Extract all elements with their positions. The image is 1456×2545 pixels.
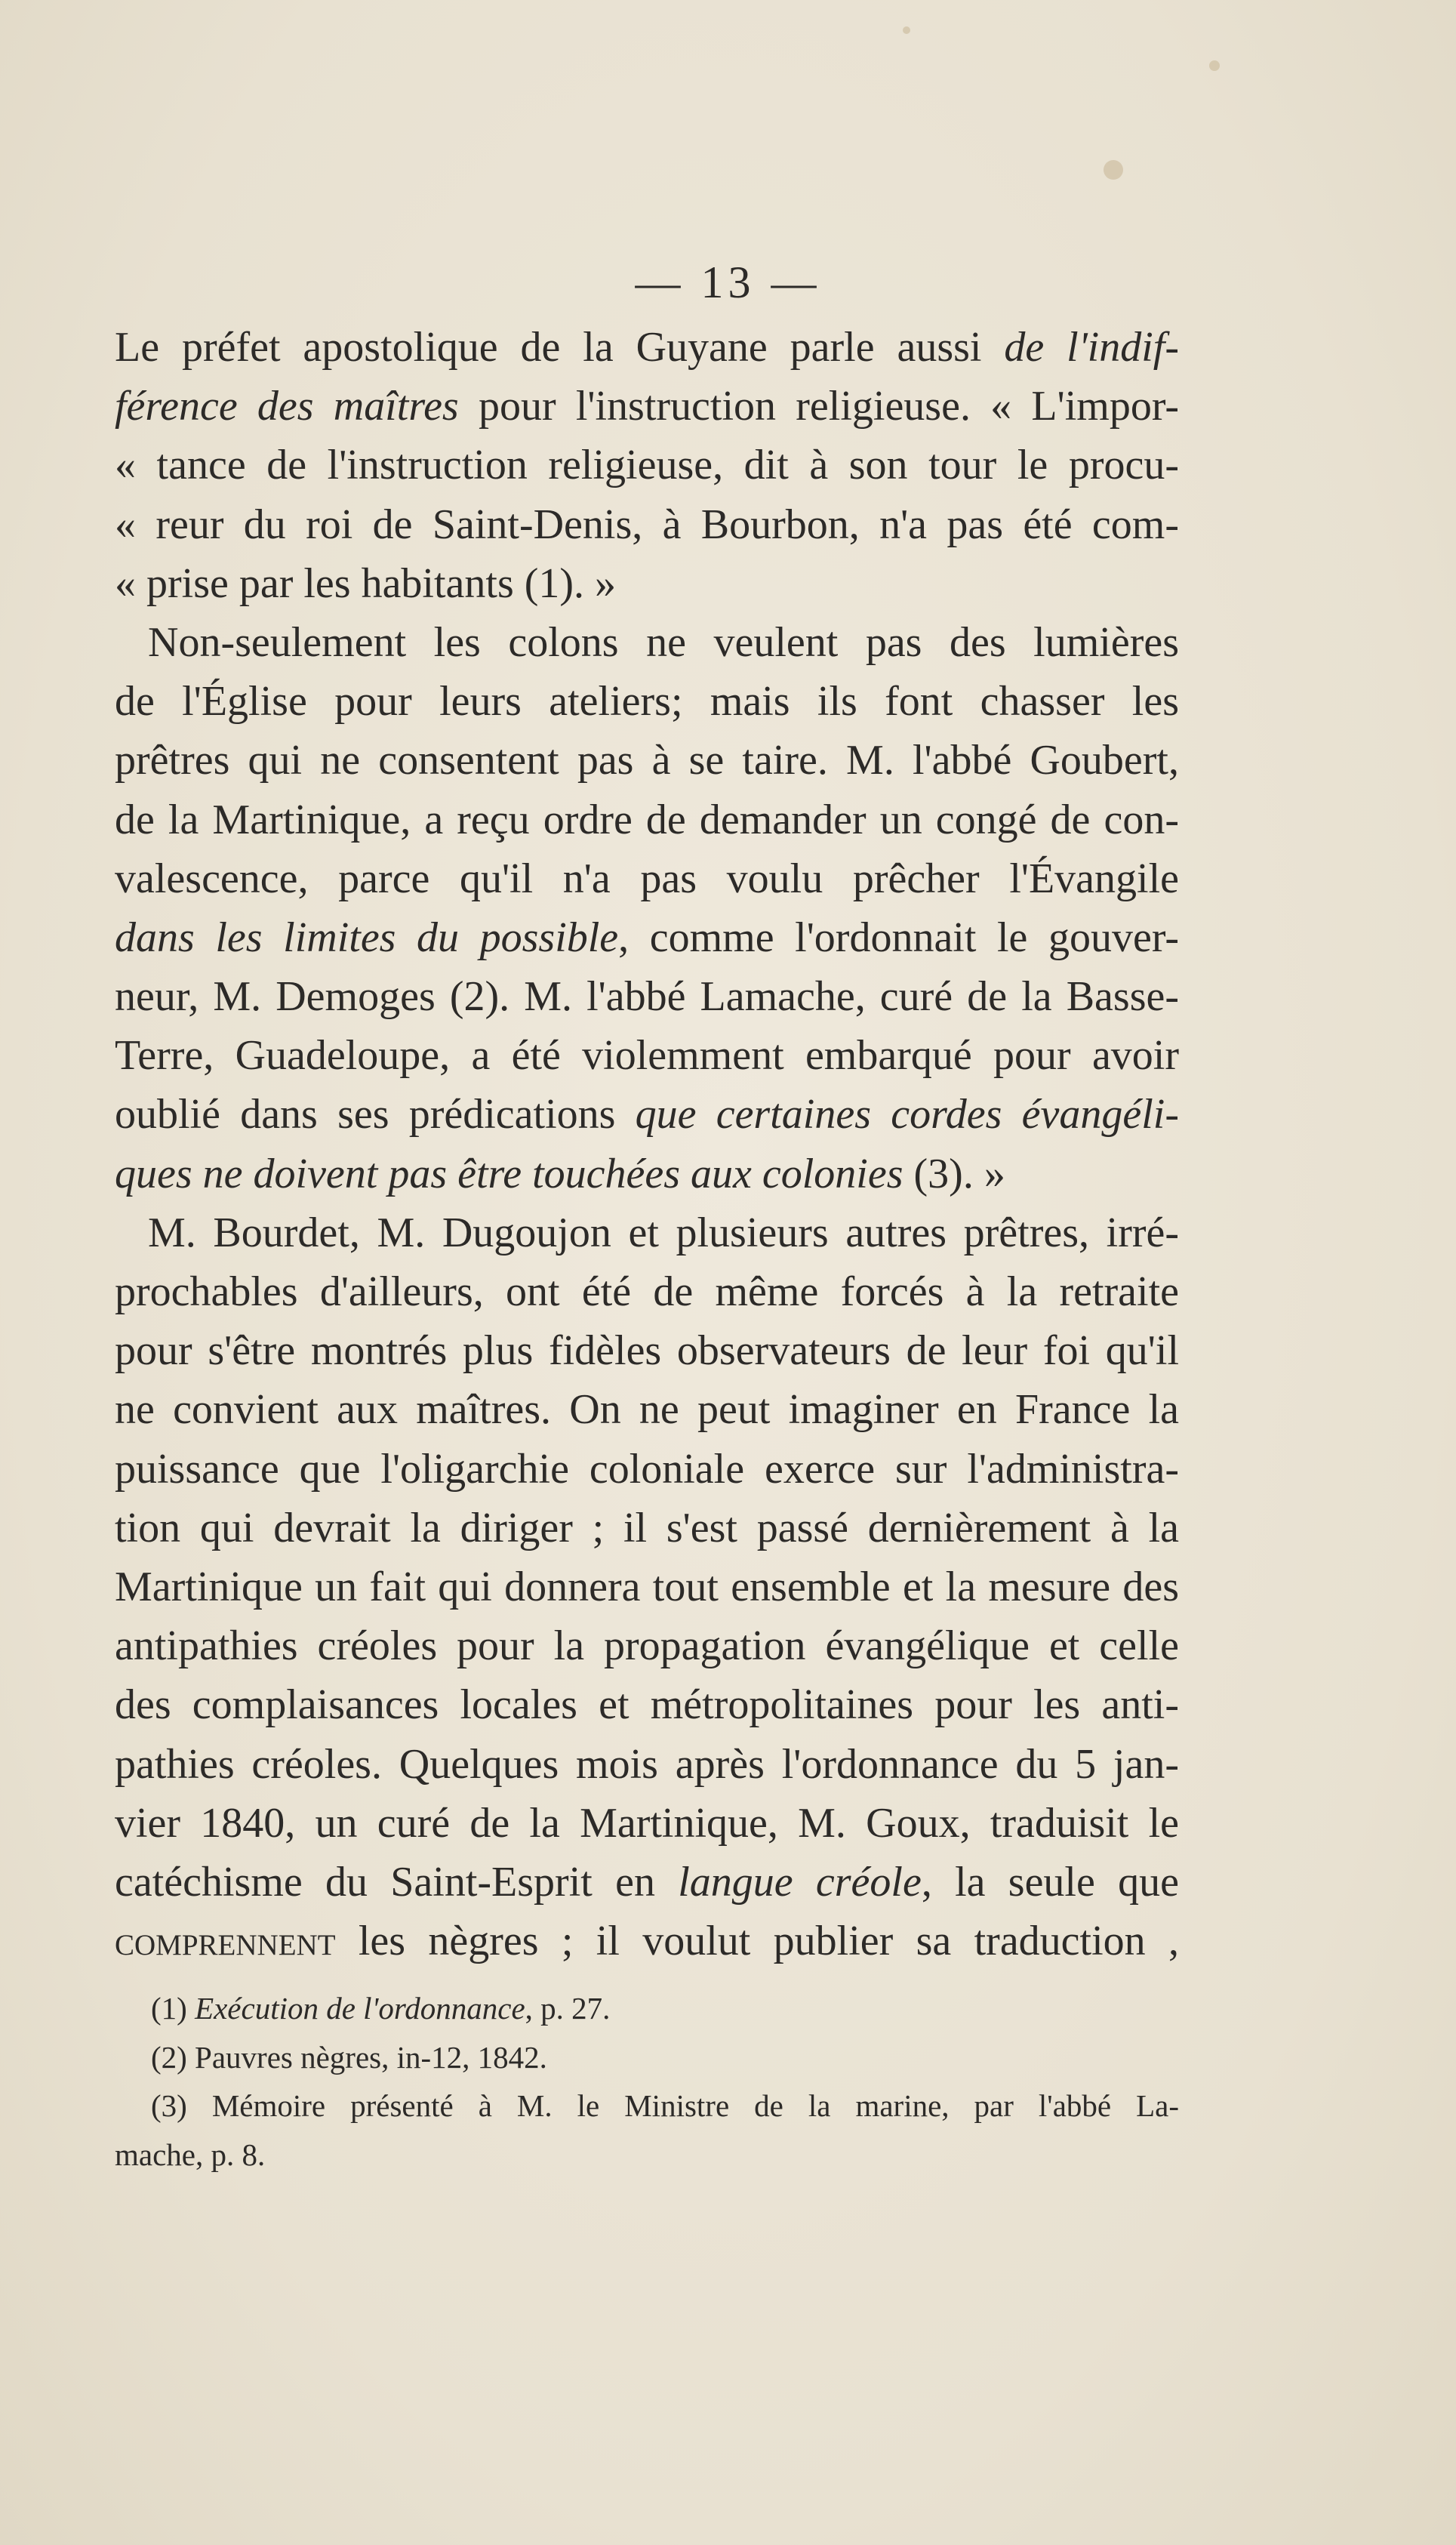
text-segment: comprennent <box>115 1918 336 1965</box>
text-line <box>115 1026 1179 1085</box>
text-segment: (2) Pauvres nègres, in-12, 1842. <box>151 2039 547 2075</box>
text-line <box>115 731 1179 790</box>
text-segment: valescence, parce qu'il n'a pas voulu prêcher l'Évangile <box>115 855 1179 902</box>
footnote-line <box>151 2033 1185 2082</box>
text-line <box>115 849 1179 908</box>
text-segment: pour l'instruction religieuse. « L'impor- <box>458 383 1179 430</box>
text-line <box>115 672 1179 731</box>
text-line <box>115 613 1179 672</box>
text-segment: tion qui devrait la diriger ; il s'est passé dernièrement à la <box>115 1504 1179 1551</box>
text-segment: (1) <box>151 1991 195 2026</box>
text-segment: , la seule que <box>921 1858 1179 1906</box>
text-segment: « tance de l'instruction religieuse, dit à son tour le procu- <box>115 442 1179 489</box>
text-segment: (3). » <box>903 1150 1005 1197</box>
text-segment: de la Martinique, a reçu ordre de demander un congé de con- <box>115 796 1179 843</box>
text-line <box>115 790 1179 849</box>
italic-text: ques ne doivent pas être touchées aux colonies <box>115 1150 903 1197</box>
text-line <box>115 1499 1179 1558</box>
italic-text: férence des maîtres <box>115 383 459 430</box>
paper-stain <box>903 26 910 34</box>
italic-text: Exécution de l'ordonnance <box>195 1991 525 2026</box>
text-line <box>115 967 1179 1026</box>
page-number: — 13 — <box>635 257 821 307</box>
text-line <box>115 1380 1179 1439</box>
footnote-line <box>151 2081 1179 2131</box>
text-segment: « prise par les habitants (1). » <box>115 559 617 607</box>
text-line <box>115 1735 1179 1794</box>
text-segment: puissance que l'oligarchie coloniale exerce sur l'administra- <box>115 1445 1179 1493</box>
text-segment: pathies créoles. Quelques mois après l'ordonnance du 5 jan- <box>115 1740 1179 1788</box>
text-segment: , comme l'ordonnait le gouver- <box>618 914 1179 961</box>
text-segment: « reur du roi de Saint-Denis, à Bourbon, n'a pas été com- <box>115 501 1179 548</box>
body-text <box>115 318 1179 1970</box>
text-segment: M. Bourdet, M. Dugoujon et plusieurs autres prêtres, irré- <box>148 1209 1179 1256</box>
text-line <box>115 318 1179 377</box>
text-line <box>115 1853 1179 1912</box>
text-line <box>115 908 1179 967</box>
text-line <box>115 1558 1179 1616</box>
text-line <box>115 1794 1179 1853</box>
text-segment: Martinique un fait qui donnera tout ensemble et la mesure des <box>115 1563 1179 1610</box>
text-segment: oublié dans ses prédications <box>115 1091 636 1138</box>
text-segment: (3) Mémoire présenté à M. le Ministre de la marine, par l'abbé La- <box>151 2088 1179 2123</box>
paper-stain <box>1104 160 1123 180</box>
text-segment: des complaisances locales et métropolitaines pour les anti- <box>115 1681 1179 1729</box>
text-line <box>115 1145 1179 1203</box>
italic-text: de l'indif- <box>1004 324 1179 371</box>
text-segment: prochables d'ailleurs, ont été de même forcés à la retraite <box>115 1268 1179 1315</box>
text-line <box>115 495 1179 554</box>
text-segment: Non-seulement les colons ne veulent pas des lumières <box>148 618 1179 666</box>
text-segment: vier 1840, un curé de la Martinique, M. Goux, traduisit le <box>115 1799 1179 1847</box>
text-line <box>115 1203 1179 1262</box>
text-line <box>115 1085 1179 1144</box>
text-segment: antipathies créoles pour la propagation évangélique et celle <box>115 1622 1179 1670</box>
text-segment: prêtres qui ne consentent pas à se taire. M. l'abbé Goubert, <box>115 737 1179 784</box>
text-line <box>115 1262 1179 1321</box>
italic-text: langue créole <box>678 1858 922 1906</box>
text-segment: de l'Église pour leurs ateliers; mais ils font chasser les <box>115 678 1179 726</box>
text-line <box>115 1675 1179 1734</box>
text-line <box>115 377 1179 436</box>
paper-stain <box>1209 60 1220 71</box>
text-segment: neur, M. Demoges (2). M. l'abbé Lamache, curé de la Basse- <box>115 973 1179 1021</box>
text-segment: Terre, Guadeloupe, a été violemment embarqué pour avoir <box>115 1032 1179 1080</box>
text-segment: , p. 27. <box>525 1991 611 2026</box>
text-segment: pour s'être montrés plus fidèles observateurs de leur foi qu'il <box>115 1327 1179 1375</box>
footnote-line <box>151 1984 1185 2033</box>
text-segment: catéchisme du Saint-Esprit en <box>115 1858 679 1906</box>
italic-text: que certaines cordes évangéli- <box>635 1091 1179 1138</box>
text-segment: mache, p. 8. <box>115 2137 266 2172</box>
text-line <box>115 1440 1179 1499</box>
text-line <box>115 1616 1179 1675</box>
footnotes <box>115 1984 1185 2179</box>
text-line <box>115 1321 1179 1380</box>
text-segment: ne convient aux maîtres. On ne peut imaginer en France la <box>115 1386 1179 1434</box>
text-line <box>115 1912 1179 1970</box>
text-segment: les nègres ; il voulut publier sa traduction , <box>335 1918 1179 1965</box>
footnote-line <box>115 2131 1185 2180</box>
italic-text: dans les limites du possible <box>115 914 619 961</box>
text-line <box>115 436 1179 495</box>
text-line <box>115 554 1179 613</box>
text-segment: Le préfet apostolique de la Guyane parle aussi <box>115 324 1005 371</box>
